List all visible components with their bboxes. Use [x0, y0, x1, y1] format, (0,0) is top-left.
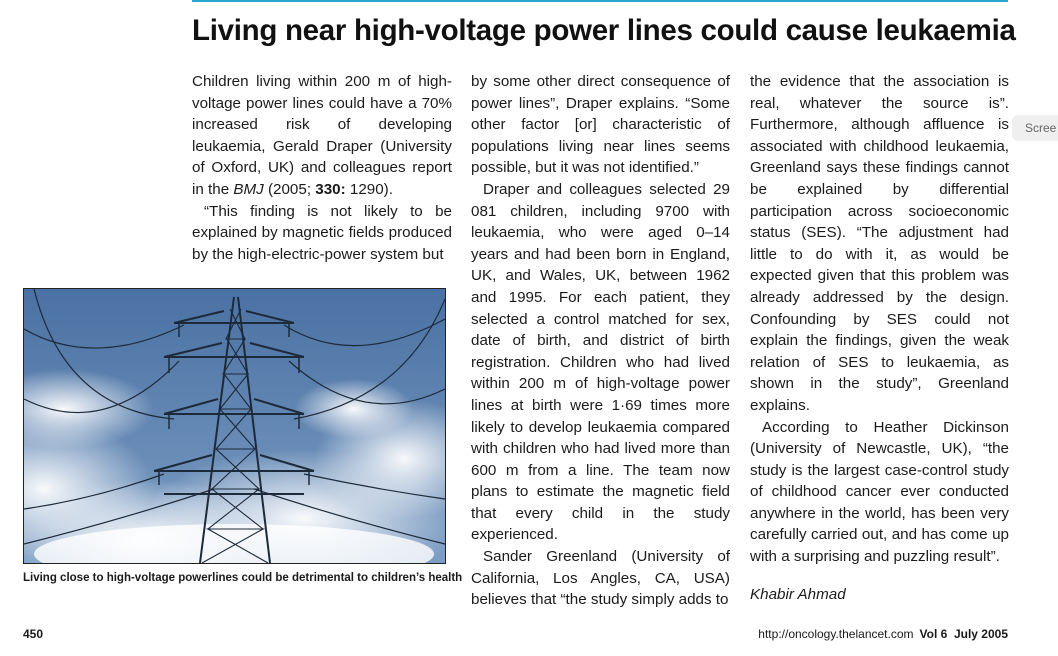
top-accent-rule [192, 0, 1008, 2]
screenshot-side-tab[interactable]: Scree [1012, 115, 1058, 141]
paragraph: the evidence that the association is real, whatever the source is”. Furthermore, although affluence is associated with childhood leukaemia, Greenland says these findings cannot be explained by differential participation across socioeconomic status (SES). “The adjustment had little to do with it, as would be expected given that this problem was already addressed by the design. Confounding by SES could not explain the findings, given the weak relation of SES to leukaemia, as shown in the study”, Greenland explains. [750, 73, 1009, 414]
paragraph: Children living within 200 m of high-voltage power lines could have a 70% increased risk of developing leukaemia, Gerald Draper (University of Oxford, UK) and colleagues report in the BMJ (2005; 330: 1290). [192, 73, 452, 198]
paragraph: Draper and colleagues selected 29 081 children, including 9700 with leukaemia, who were aged 0–14 years and had been born in England, UK, and Wales, UK, between 1962 and 1995. For each patient, they selected a control matched for sex, date of birth, and district of birth registration. Children who had lived within 200 m of high-voltage power lines at birth were 1·69 times more likely to develop leukaemia compared with children who had lived more than 600 m from a line. The team now plans to estimate the magnetic field that every child in the study experienced. [471, 180, 730, 544]
journal-name: BMJ [233, 180, 264, 198]
article-title: Living near high-voltage power lines could cause leukaemia [192, 14, 1016, 47]
author-byline: Khabir Ahmad [750, 585, 846, 603]
pylon-illustration [24, 289, 445, 563]
paragraph: by some other direct consequence of power lines”, Draper explains. “Some other factor [or] characteristic of populations living near lines seems possible, but it was not identified.” [471, 73, 730, 177]
article-column-2 [471, 71, 730, 611]
footer-info [758, 627, 1008, 641]
power-pylon-photo [23, 288, 446, 564]
paragraph: “This finding is not likely to be explained by magnetic fields produced by the high-electric-power system but [192, 202, 452, 263]
page-number: 450 [23, 627, 44, 641]
paragraph: According to Heather Dickinson (University of Newcastle, UK), “the study is the largest case-control study of childhood cancer ever conducted anywhere in the world, has been very carefully carried out, and has come up with a surprising and puzzling result”. [750, 418, 1009, 566]
photo-caption: Living close to high-voltage powerlines could be detrimental to children’s health [23, 572, 463, 584]
article-column-3 [750, 71, 1009, 605]
citation-volume: 330: [315, 180, 346, 198]
volume-date: Vol 6 July 2005 [919, 627, 1008, 641]
journal-url[interactable]: http://oncology.thelancet.com [758, 627, 914, 641]
article-column-1 [192, 71, 452, 265]
paragraph: Sander Greenland (University of California, Los Angles, CA, USA) believes that “the study simply adds to [471, 548, 730, 609]
